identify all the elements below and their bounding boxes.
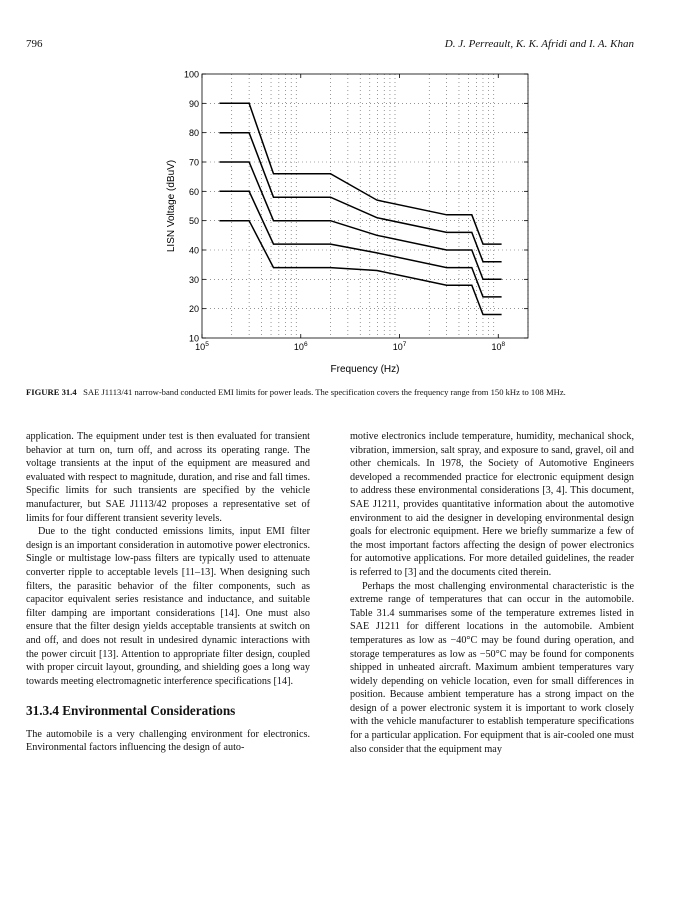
x-tick-label: $10^6$: [293, 341, 308, 352]
section-heading: 31.3.4 Environmental Considerations: [26, 703, 236, 719]
figure-31-4: [140, 64, 540, 380]
y-tick-label: 80: [188, 128, 199, 139]
x-tick-label: $10^5$: [195, 341, 209, 352]
figure-label: FIGURE 31.4: [26, 387, 77, 397]
x-tick-label: $10^8$: [491, 341, 506, 352]
y-tick-label: 20: [188, 304, 199, 315]
page-number: 796: [26, 38, 43, 50]
plot-frame: [202, 74, 528, 338]
x-tick-label: $10^7$: [392, 341, 407, 352]
series-line: [219, 162, 501, 279]
y-tick-label: 100: [183, 69, 199, 80]
y-tick-label: 70: [188, 157, 199, 168]
figure-caption: [26, 386, 634, 398]
y-tick-label: 60: [188, 186, 199, 197]
y-tick-label: 50: [188, 216, 199, 227]
left-column: [26, 430, 310, 755]
paragraph: Due to the tight conducted emissions limits, input EMI filter design is an important consideration in automotive power electronics. Single or multistage low-pass filters are typically used to attenuate converter ripple to acceptable levels [11–13]. When designing such filters, the parasitic behavior of the filter components, such as capacitor equivalent series resistance and inductance, and suitable filter damping are important considerations [14]. One must also ensure that the filter design yields acceptable transients at switch on and off, and does not result in undesired dynamic interactions with the power circuit [13]. Attention to appropriate filter design, coupled with proper circuit layout, grounding, and shielding goes a long way towards meeting electromagnetic interference specifications [14].: [26, 526, 310, 687]
y-tick-label: 30: [188, 274, 199, 285]
y-tick-label: 90: [188, 98, 199, 109]
paragraph: application. The equipment under test is then evaluated for transient behavior at turn on, turn off, and across its operating range. The voltage transients at the input of the equipment are measured and evaluated with respect to magnitude, duration, and rise and fall times. Specific limits for such transients are specified by the vehicle manufacturer, but SAE J1113/42 proposes a representative set of limits for four different transient severity levels.: [26, 431, 310, 524]
emi-limits-chart: [140, 64, 540, 380]
figure-caption-text: SAE J1113/41 narrow-band conducted EMI limits for power leads. The specification covers the frequency range from 150 kHz to 108 MHz.: [83, 387, 566, 397]
paragraph: Perhaps the most challenging environmental characteristic is the extreme range of temperatures that can occur in the automobile. Table 31.4 summarises some of the temperature extremes listed in SAE J1211 for different locations in the automobile. Ambient temperatures as low as −40°C may be found during operation, and storage temperatures as low as −50°C may be found for components shipped in unheated aircraft. Maximum ambient temperatures vary widely depending on vehicle location, even for small differences in position. Because ambient temperature has a strong impact on the design of a power electronic system it is important to work closely with the vehicle manufacturer to establish temperature specifications for a particular application. For equipment that is air-cooled one must also consider that the equipment may: [350, 580, 634, 755]
paragraph: The automobile is a very challenging environment for electronics. Environmental factors influencing the design of auto-: [26, 728, 310, 754]
paragraph: motive electronics include temperature, humidity, mechanical shock, vibration, immersion, salt spray, and exposure to sand, gravel, oil and other chemicals. In 1978, the Society of Automotive Engineers developed a recommended practice for electronic equipment design to address these environmental considerations [3, 4]. This document, SAE J1211, provides quantitative information about the automotive environment to aid the designer in developing environmental design goals for electronic equipment. Here we briefly summarize a few of the most important factors affecting the design of power electronics for automotive applications. For more detailed guidelines, the reader is referred to [3] and the documents cited therein.: [350, 431, 634, 578]
y-tick-label: 10: [188, 333, 199, 344]
page-header: [26, 38, 634, 54]
y-axis-label: LISN Voltage (dBuV): [166, 159, 177, 253]
running-authors: D. J. Perreault, K. K. Afridi and I. A. Khan: [444, 38, 634, 50]
right-column: [350, 430, 634, 756]
x-axis-label: Frequency (Hz): [330, 364, 400, 375]
y-tick-label: 40: [188, 245, 199, 256]
